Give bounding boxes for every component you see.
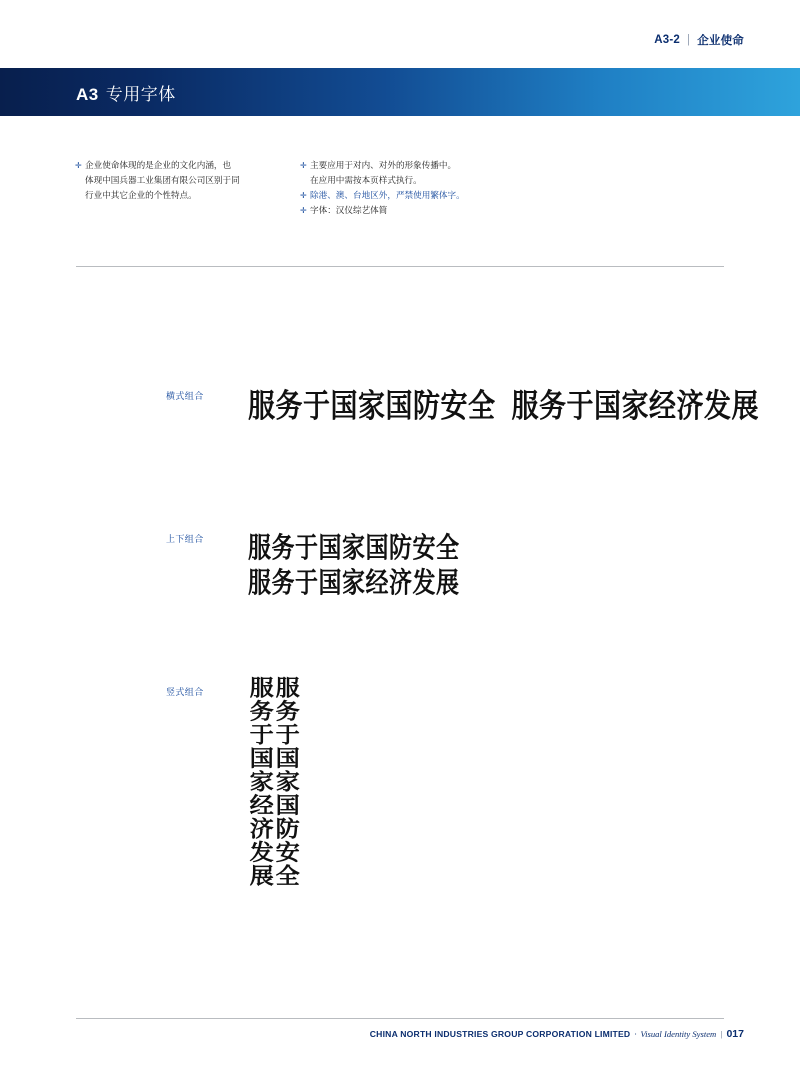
page-title-code: A3 [76,84,99,104]
note-line: ✛ 字体：汉仪综艺体简 [301,203,721,218]
specimen-horizontal [248,380,759,426]
note-line: 行业中其它企业的个性特点。 [85,190,197,200]
footer-separator: | [720,1029,723,1039]
divider-top [76,266,724,267]
footer-dot: · [634,1029,637,1039]
intro-notes [76,158,726,218]
specimen-vertical-line-b: 服务于国家经济发展 [245,676,274,888]
specimen-label-stacked: 上下组合 [166,534,204,544]
header-section-reference [654,32,744,48]
intro-notes-right-column [301,158,721,218]
page-title [76,80,176,105]
specimen-label-vertical: 竖式组合 [166,687,204,697]
specimen-horizontal-line-b: 服务于国家经济发展 [511,388,759,425]
note-line: ✛ 主要应用于对内、对外的形象传播中。 [301,158,721,173]
footer-system-name: Visual Identity System [640,1029,717,1039]
intro-notes-left-column [76,158,301,218]
specimen-label-horizontal: 横式组合 [166,391,204,401]
footer-page-number: 017 [726,1028,744,1040]
note-line: 体现中国兵器工业集团有限公司区别于同 [85,175,240,185]
specimen-horizontal-line-a: 服务于国家国防安全 [248,388,496,425]
section-title-band [0,68,800,116]
note-line: ✛ 企业使命体现的是企业的文化内涵，也 [76,158,301,173]
page-title-label: 专用字体 [105,84,176,104]
header-section-name: 企业使命 [697,35,744,47]
header-section-code: A3-2 [654,34,680,46]
specimen-stacked-line-b: 服务于国家经济发展 [248,568,460,600]
note-line: ✛ 除港、澳、台地区外，严禁使用繁体字。 [301,188,721,203]
header-separator: | [687,34,691,46]
footer-company-name: CHINA NORTH INDUSTRIES GROUP CORPORATION LIMITED [369,1029,631,1039]
note-line: 在应用中需按本页样式执行。 [310,175,422,185]
specimen-stacked-line-a: 服务于国家国防安全 [248,533,460,565]
specimen-vertical [245,676,300,888]
specimen-vertical-line-a: 服务于国家国防安全 [271,676,300,888]
divider-bottom [76,1018,724,1019]
footer [370,1028,744,1040]
